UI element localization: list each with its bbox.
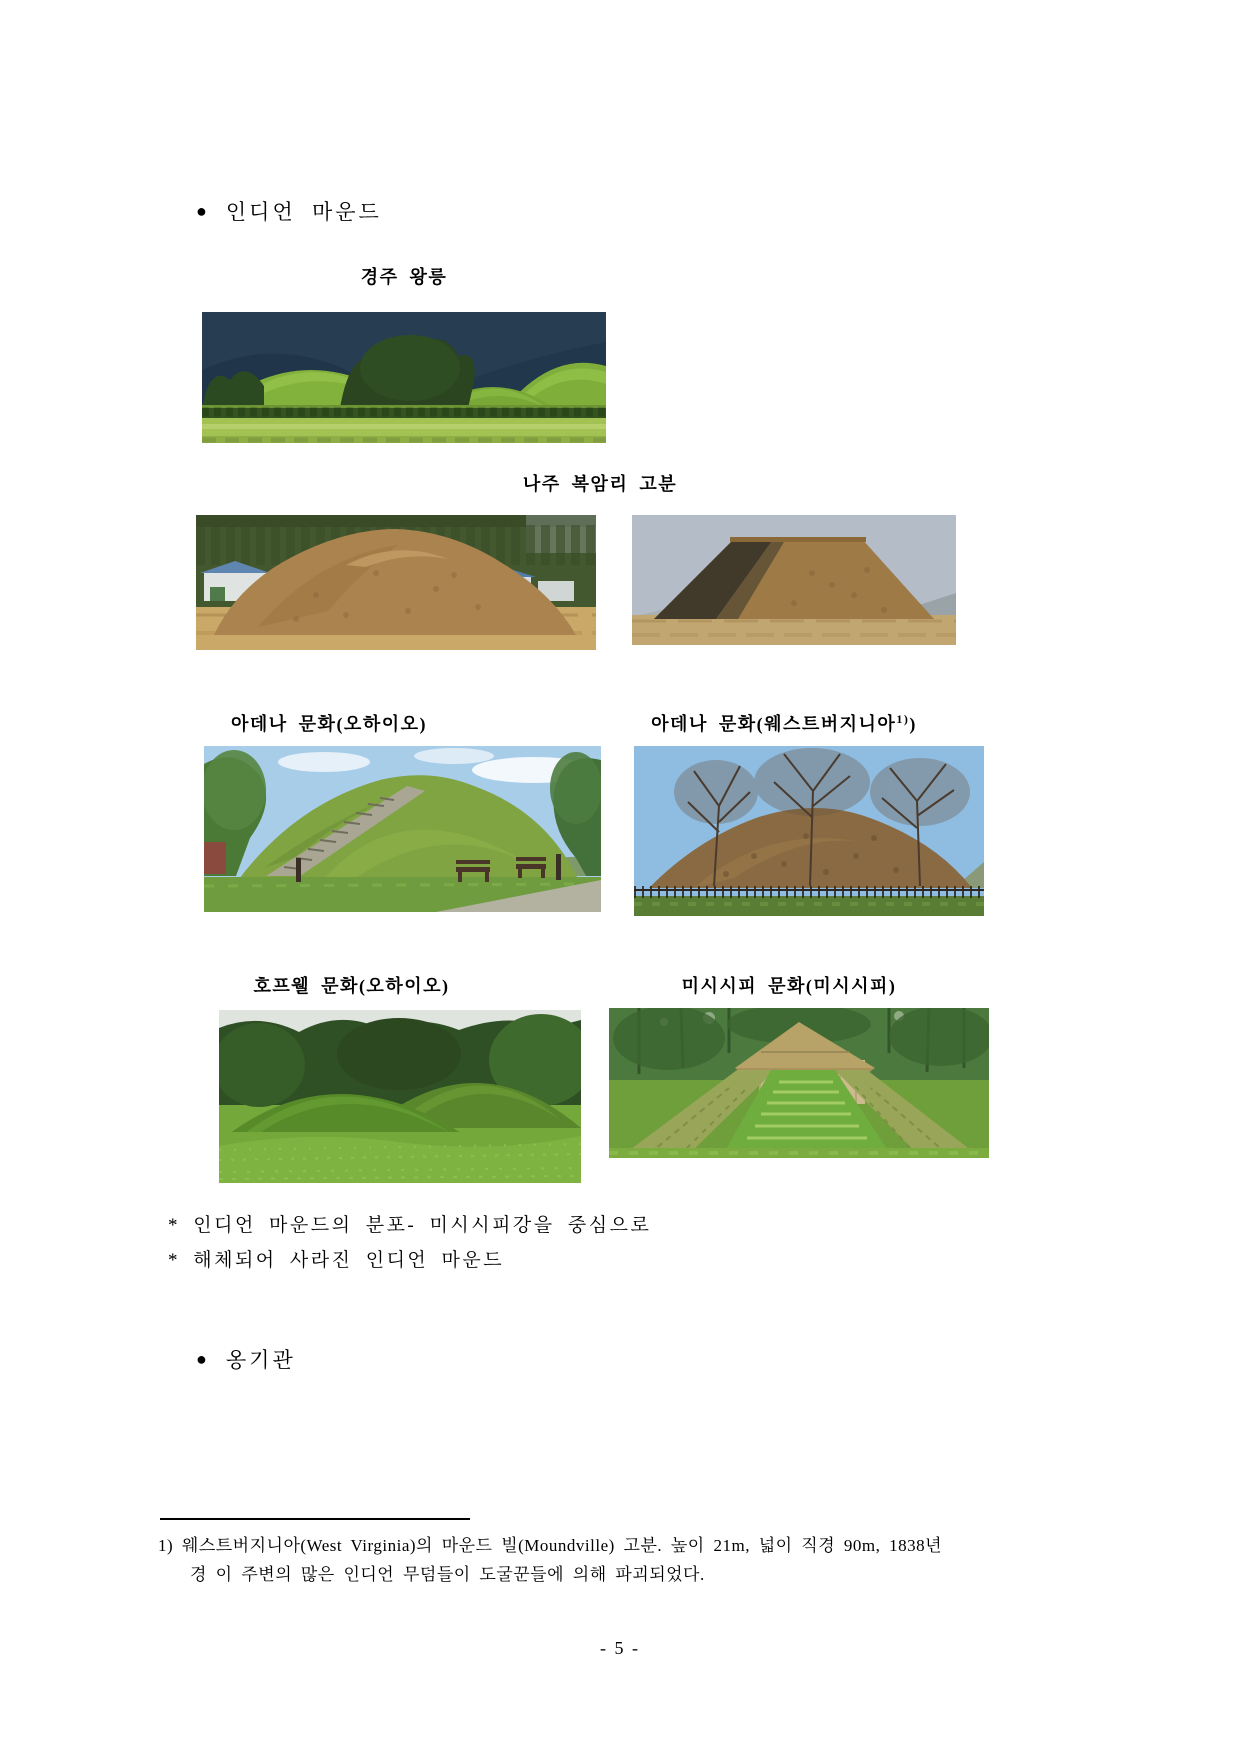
photo-hopewell-culture-ohio <box>219 1010 581 1183</box>
photo-adena-culture-west-virginia <box>634 746 984 916</box>
adena-ohio-mound-illustration <box>204 746 601 912</box>
caption-adena-wv-text: 아데나 문화(웨스트버지니아 <box>651 714 897 734</box>
adena-west-virginia-mound-illustration <box>634 746 984 916</box>
caption-hopewell-culture-ohio: 호프웰 문화(오하이오) <box>253 976 450 996</box>
page-number: - 5 - <box>600 1638 640 1658</box>
caption-adena-wv-close: ) <box>909 714 917 734</box>
naju-flat-top-mound-illustration <box>632 515 956 645</box>
hopewell-mounds-illustration <box>219 1010 581 1183</box>
footnote-separator <box>160 1518 470 1520</box>
caption-mississippian-culture: 미시시피 문화(미시시피) <box>681 976 897 996</box>
section-heading-indian-mounds-label: 인디언 마운드 <box>225 200 382 224</box>
note-mound-distribution: * 인디언 마운드의 분포- 미시시피강을 중심으로 <box>168 1215 652 1236</box>
footnote-line-1: 1) 웨스트버지니아(West Virginia)의 마운드 빌(Moundville) 고분. 높이 21m, 넓이 직경 90m, 1838년 <box>158 1536 943 1555</box>
note-dismantled-mounds: * 해체되어 사라진 인디언 마운드 <box>168 1250 505 1271</box>
section-heading-onggi-label: 옹기관 <box>225 1348 296 1372</box>
caption-adena-culture-west-virginia <box>634 710 934 736</box>
bullet-icon: ● <box>196 1349 210 1369</box>
section-heading-onggi <box>196 1344 296 1374</box>
photo-adena-culture-ohio <box>204 746 601 912</box>
photo-gyeongju-royal-tombs <box>202 312 606 443</box>
bullet-icon: ● <box>196 201 210 221</box>
photo-naju-bogamri-left <box>196 515 596 650</box>
caption-gyeongju-royal-tombs: 경주 왕릉 <box>360 267 448 287</box>
caption-adena-culture-ohio: 아데나 문화(오하이오) <box>231 714 427 734</box>
caption-naju-bogamri-tombs: 나주 복암리 고분 <box>522 474 678 494</box>
footnote-line-2: 경 이 주변의 많은 인디언 무덤들이 도굴꾼들에 의해 파괴되었다. <box>190 1565 705 1584</box>
section-heading-indian-mounds <box>196 196 382 226</box>
gyeongju-mounds-illustration <box>202 312 606 443</box>
footnote-ref-1: 1) <box>896 712 910 726</box>
naju-round-mound-illustration <box>196 515 596 650</box>
photo-naju-bogamri-right <box>632 515 956 645</box>
mississippian-temple-mound-illustration <box>609 1008 989 1158</box>
photo-mississippian-culture <box>609 1008 989 1158</box>
